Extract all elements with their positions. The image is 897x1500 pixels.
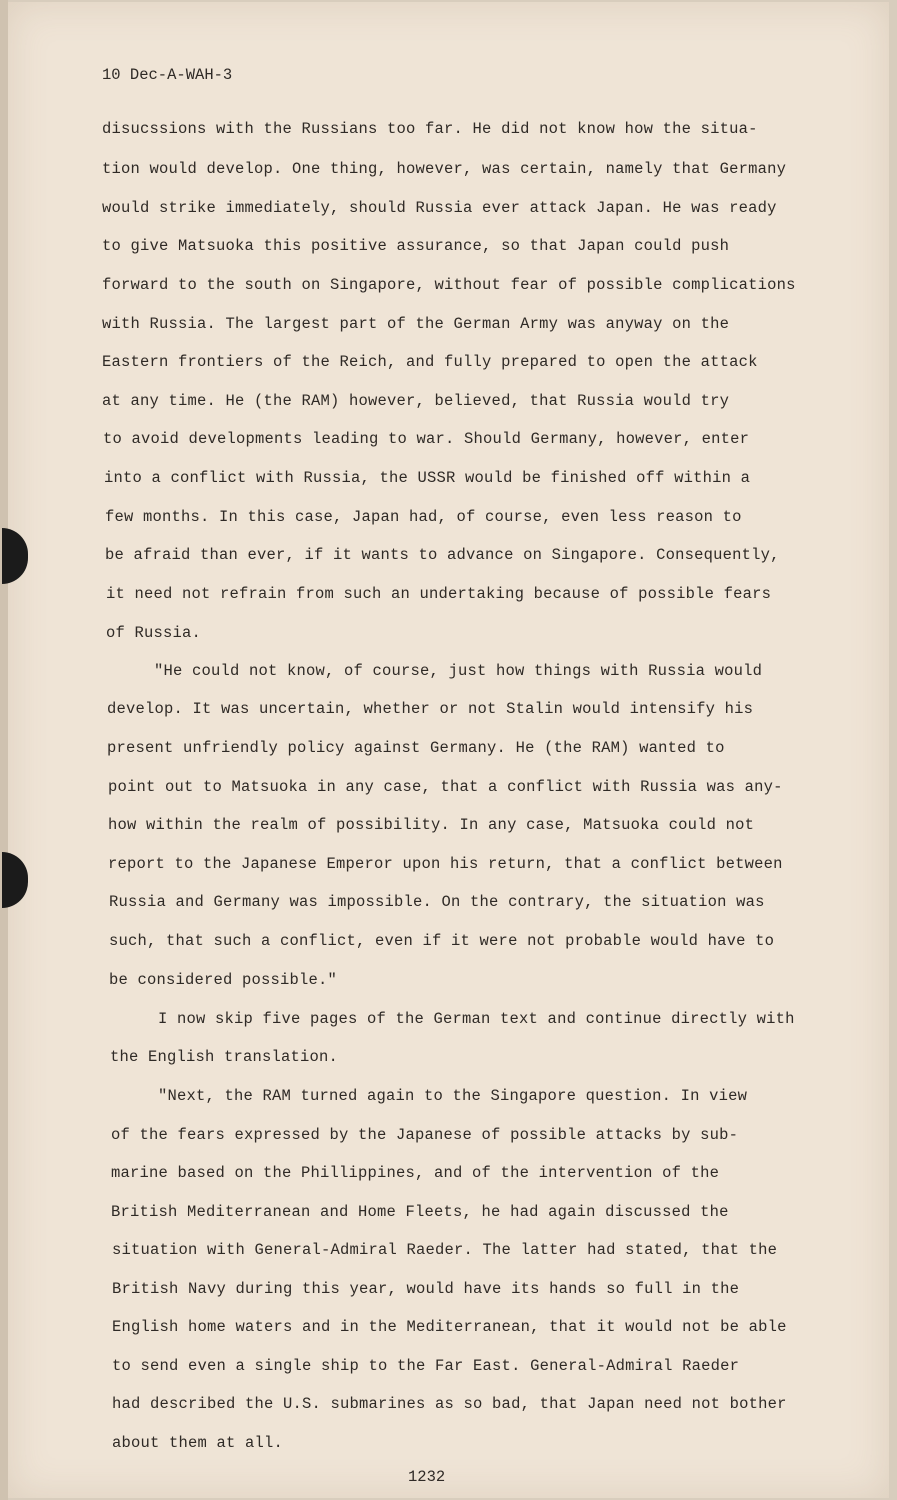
- text-line: present unfriendly policy against Germany. He (the RAM) wanted to: [107, 739, 725, 757]
- text-line: had described the U.S. submarines as so bad, that Japan need not bother: [112, 1395, 787, 1413]
- text-line: such, that such a conflict, even if it were not probable would have to: [109, 932, 775, 950]
- text-line: with Russia. The largest part of the German Army was anyway on the: [102, 315, 730, 333]
- text-line: point out to Matsuoka in any case, that a conflict with Russia was any-: [108, 778, 783, 796]
- text-line: to give Matsuoka this positive assurance, so that Japan could push: [102, 237, 730, 255]
- text-line: disucssions with the Russians too far. He did not know how the situa-: [102, 120, 758, 138]
- document-header: 10 Dec-A-WAH-3: [102, 66, 233, 84]
- text-line: few months. In this case, Japan had, of course, even less reason to: [105, 508, 742, 526]
- text-line: report to the Japanese Emperor upon his return, that a conflict between: [108, 855, 783, 873]
- text-line: of Russia.: [106, 624, 202, 642]
- text-line: situation with General-Admiral Raeder. The latter had stated, that the: [112, 1241, 778, 1259]
- text-line: it need not refrain from such an undertaking because of possible fears: [106, 585, 772, 603]
- text-line: forward to the south on Singapore, without fear of possible complications: [102, 276, 796, 294]
- text-line: to send even a single ship to the Far East. General-Admiral Raeder: [112, 1357, 740, 1375]
- text-line: Eastern frontiers of the Reich, and fully prepared to open the attack: [102, 353, 758, 371]
- text-line: how within the realm of possibility. In any case, Matsuoka could not: [108, 816, 755, 834]
- text-line: would strike immediately, should Russia ever attack Japan. He was ready: [102, 199, 777, 217]
- page-number: 1232: [408, 1468, 446, 1486]
- text-line: develop. It was uncertain, whether or not Stalin would intensify his: [107, 700, 754, 718]
- text-line: "He could not know, of course, just how things with Russia would: [154, 662, 763, 680]
- text-line: Russia and Germany was impossible. On the contrary, the situation was: [109, 893, 765, 911]
- text-line: about them at all.: [112, 1434, 284, 1452]
- text-line: marine based on the Phillippines, and of the intervention of the: [111, 1164, 720, 1182]
- text-line: English home waters and in the Mediterranean, that it would not be able: [112, 1318, 787, 1336]
- text-line: be considered possible.": [109, 971, 338, 989]
- page-edge: [0, 0, 8, 1500]
- text-line: at any time. He (the RAM) however, believed, that Russia would try: [102, 392, 730, 410]
- text-line: tion would develop. One thing, however, was certain, namely that Germany: [102, 160, 787, 178]
- text-line: the English translation.: [110, 1048, 339, 1066]
- text-line: I now skip five pages of the German text and continue directly with: [158, 1010, 795, 1028]
- text-line: be afraid than ever, if it wants to advance on Singapore. Consequently,: [105, 546, 780, 564]
- text-line: "Next, the RAM turned again to the Singapore question. In view: [158, 1087, 748, 1105]
- text-line: British Mediterranean and Home Fleets, he had again discussed the: [111, 1203, 729, 1221]
- text-line: to avoid developments leading to war. Should Germany, however, enter: [103, 430, 750, 448]
- text-line: into a conflict with Russia, the USSR would be finished off within a: [104, 469, 751, 487]
- text-line: British Navy during this year, would have its hands so full in the: [112, 1280, 740, 1298]
- text-line: of the fears expressed by the Japanese of possible attacks by sub-: [111, 1126, 739, 1144]
